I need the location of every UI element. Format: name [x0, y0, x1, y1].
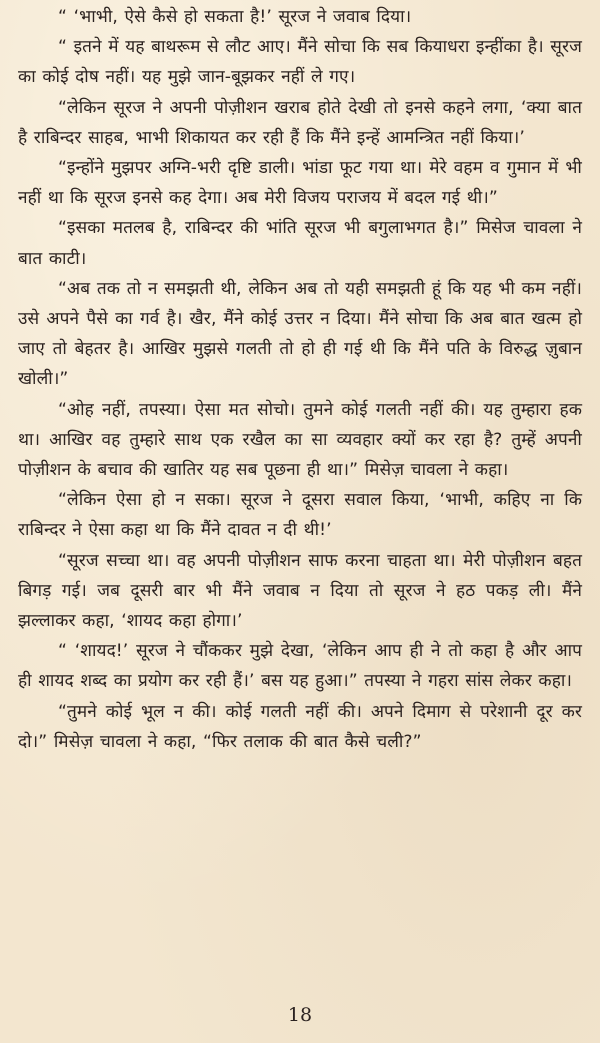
- paragraph-4: “इन्होंने मुझपर अग्नि-भरी दृष्टि डाली। भांडा फूट गया था। मेरे वहम व गुमान में भी नहीं था कि सूरज इनसे कह देगा। अब मेरी विजय पराजय में बदल गई थी।”: [18, 158, 582, 209]
- paragraph-7: “ओह नहीं, तपस्या। ऐसा मत सोचो। तुमने कोई गलती नहीं की। यह तुम्हारा हक था। आखिर वह तुम्हारे साथ एक रखैल का सा व्यवहार क्यों कर रहा है? तुम्हें अपनी पोज़ीशन के बचाव की खातिर यह सब पूछना ही था।” मिसेज़ चावला ने कहा।: [18, 399, 582, 481]
- paragraph-10: “ ‘शायद!’ सूरज ने चौंककर मुझे देखा, ‘लेकिन आप ही ने तो कहा है और आप ही शायद शब्द का प्रयोग कर रही हैं।’ बस यह हुआ।” तपस्या ने गहरा सांस लेकर कहा।: [18, 641, 582, 692]
- paragraph-2: “ इतने में यह बाथरूम से लौट आए। मैंने सोचा कि सब कियाधरा इन्हींका है। सूरज का कोई दोष नहीं। यह मुझे जान-बूझकर नहीं ले गए।: [18, 37, 582, 88]
- paragraph-5: “इसका मतलब है, राबिन्दर की भांति सूरज भी बगुलाभगत है।” मिसेज चावला ने बात काटी।: [18, 218, 582, 269]
- paragraph-1: “ ‘भाभी, ऐसे कैसे हो सकता है!’ सूरज ने जवाब दिया।: [58, 7, 412, 27]
- body-text: [18, 2, 582, 757]
- paragraph-6: “अब तक तो न समझती थी, लेकिन अब तो यही समझती हूं कि यह भी कम नहीं। उसे अपने पैसे का गर्व है। खैर, मैंने कोई उत्तर न दिया। मैंने सोचा कि अब बात खत्म हो जाए तो बेहतर है। आखिर मुझसे गलती तो हो ही गई थी कि मैंने पति के विरुद्ध ज़ुबान खोली।”: [18, 278, 582, 390]
- paragraph-3: “लेकिन सूरज ने अपनी पोज़ीशन खराब होते देखी तो इनसे कहने लगा, ‘क्या बात है राबिन्दर साहब, भाभी शिकायत कर रही हैं कि मैंने इन्हें आमन्त्रित नहीं किया।’: [18, 97, 582, 148]
- page-number: 18: [287, 1004, 313, 1026]
- paragraph-8: “लेकिन ऐसा हो न सका। सूरज ने दूसरा सवाल किया, ‘भाभी, कहिए ना कि राबिन्दर ने ऐसा कहा था कि मैंने दावत न दी थी!’: [18, 490, 582, 541]
- paragraph-9: “सूरज सच्चा था। वह अपनी पोज़ीशन साफ करना चाहता था। मेरी पोज़ीशन बहत बिगड़ गई। जब दूसरी बार भी मैंने जवाब न दिया तो सूरज ने हठ पकड़ ली। मैंने झल्लाकर कहा, ‘शायद कहा होगा।’: [18, 550, 582, 632]
- paragraph-11: “तुमने कोई भूल न की। कोई गलती नहीं की। अपने दिमाग से परेशानी दूर कर दो।” मिसेज़ चावला ने कहा, “फिर तलाक की बात कैसे चली?”: [18, 701, 582, 752]
